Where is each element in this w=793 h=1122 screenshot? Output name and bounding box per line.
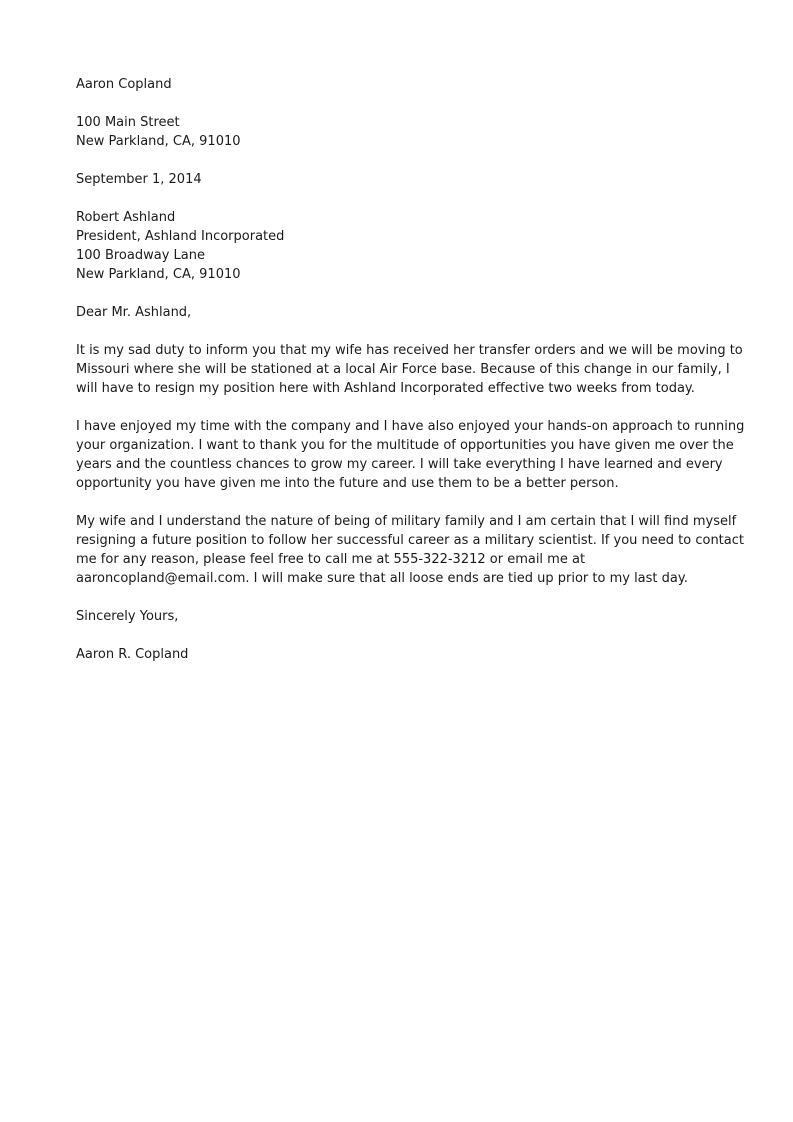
letter-date-block: [76, 170, 713, 189]
signature-name: Aaron R. Copland: [76, 647, 189, 662]
paragraph-line: aaroncopland@email.com. I will make sure that all loose ends are tied up prior to my last day.: [76, 571, 688, 586]
sender-name: Aaron Copland: [76, 77, 172, 92]
sender-name-block: [76, 75, 713, 94]
recipient-name: Robert Ashland: [76, 210, 176, 225]
paragraph-line: years and the countless chances to grow my career. I will take everything I have learned and every: [76, 457, 723, 472]
paragraph-line: It is my sad duty to inform you that my wife has received her transfer orders and we will be moving to: [76, 343, 743, 358]
paragraph-line: me for any reason, please feel free to call me at 555-322-3212 or email me at: [76, 552, 586, 567]
closing-block: [76, 607, 713, 626]
salutation-block: [76, 303, 713, 322]
body-paragraph-1: [76, 341, 743, 398]
sender-street: 100 Main Street: [76, 115, 180, 130]
recipient-city: New Parkland, CA, 91010: [76, 267, 241, 282]
paragraph-line: I have enjoyed my time with the company and I have also enjoyed your hands-on approach to running: [76, 419, 745, 434]
paragraph-line: opportunity you have given me into the future and use them to be a better person.: [76, 476, 619, 491]
signature-block: [76, 645, 713, 664]
recipient-title: President, Ashland Incorporated: [76, 229, 285, 244]
closing: Sincerely Yours,: [76, 609, 179, 624]
paragraph-line: your organization. I want to thank you for the multitude of opportunities you have given me over the: [76, 438, 734, 453]
salutation: Dear Mr. Ashland,: [76, 305, 192, 320]
paragraph-line: Missouri where she will be stationed at a local Air Force base. Because of this change in our family, I: [76, 362, 730, 377]
sender-city: New Parkland, CA, 91010: [76, 134, 241, 149]
paragraph-line: will have to resign my position here with Ashland Incorporated effective two weeks from today.: [76, 381, 695, 396]
recipient-street: 100 Broadway Lane: [76, 248, 205, 263]
sender-address: [76, 113, 713, 151]
recipient-address: [76, 208, 713, 284]
paragraph-line: resigning a future position to follow her successful career as a military scientist. If you need to contact: [76, 533, 744, 548]
letter-date: September 1, 2014: [76, 172, 202, 187]
body-paragraph-2: [76, 417, 745, 493]
body-paragraph-3: [76, 512, 744, 588]
paragraph-line: My wife and I understand the nature of being of military family and I am certain that I will find myself: [76, 514, 737, 529]
